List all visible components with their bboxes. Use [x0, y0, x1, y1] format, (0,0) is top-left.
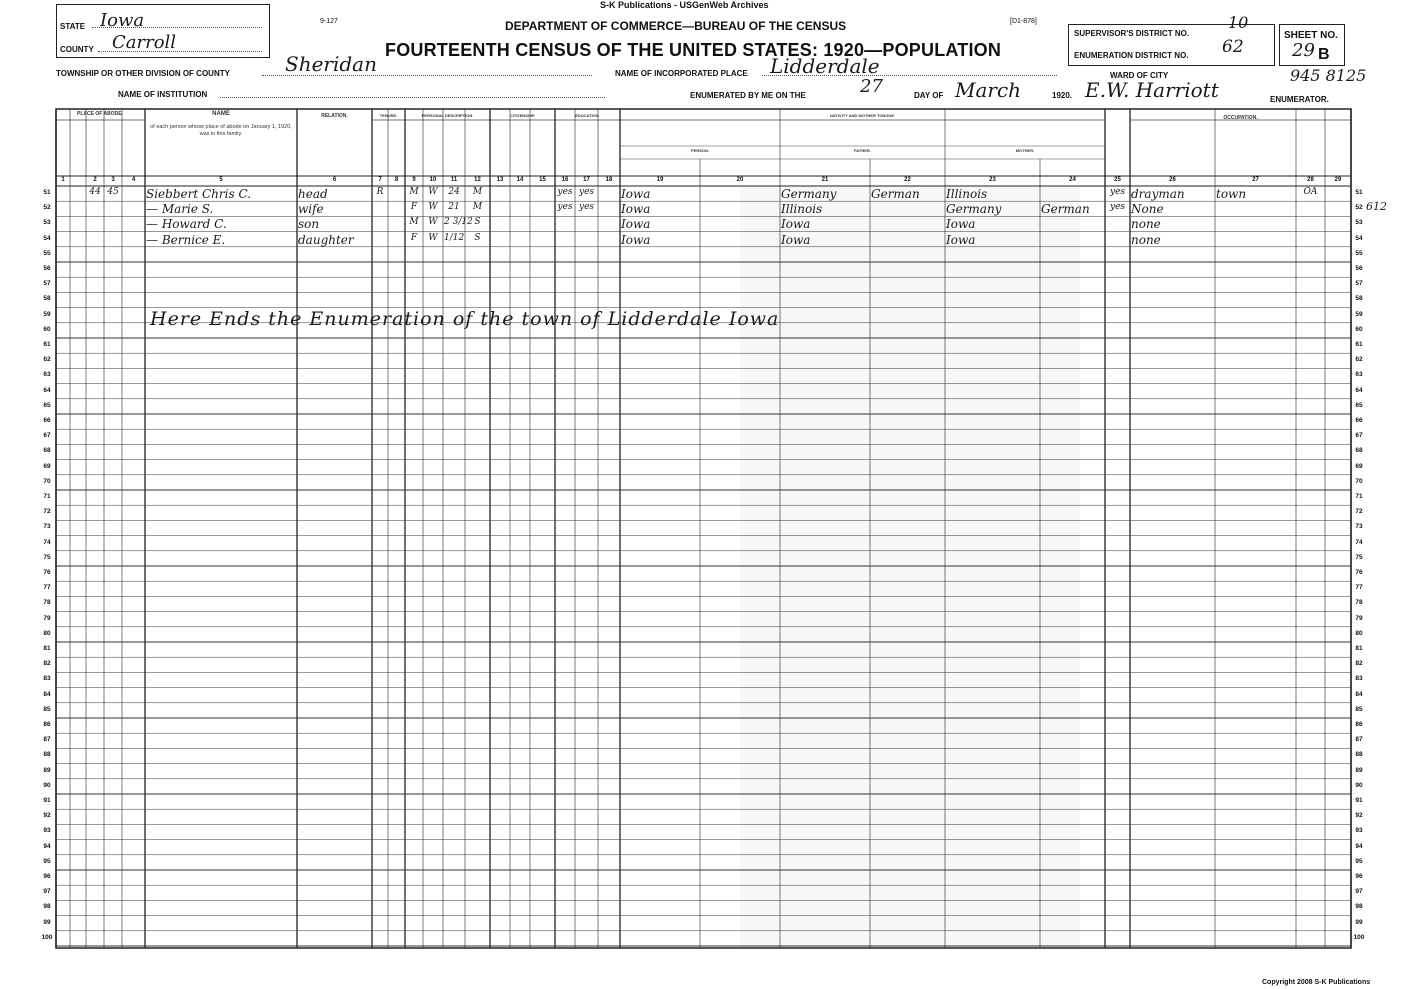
state-value: Iowa: [100, 10, 145, 31]
line-number-left: 84: [43, 690, 51, 698]
heading-education: EDUCATION.: [575, 113, 600, 118]
line-number-left: 56: [43, 265, 51, 272]
line-number-left: 89: [43, 766, 51, 774]
line-number-left: 66: [43, 417, 51, 424]
race-value: W: [428, 187, 438, 197]
tenure-value: R: [376, 187, 384, 197]
sex-value: F: [410, 202, 418, 213]
line-number-left: 63: [43, 371, 51, 379]
father-tongue: [871, 217, 944, 232]
write-value: [576, 233, 597, 248]
line-number-left: 67: [43, 432, 51, 440]
occupation-value: None: [1131, 202, 1164, 217]
township-label: TOWNSHIP OR OTHER DIVISION OF COUNTY: [56, 69, 230, 78]
line-number-right: 67: [1355, 432, 1363, 440]
dwelling-number: [87, 202, 103, 217]
line-number-left: 70: [43, 477, 51, 485]
line-number-right: 88: [1355, 751, 1363, 759]
line-number-left: 68: [43, 447, 51, 455]
father-tongue: [871, 233, 944, 248]
relation-value: daughter: [298, 232, 354, 247]
line-number-right: 60: [1355, 325, 1363, 333]
line-number-right: 71: [1355, 493, 1363, 500]
race-value: W: [428, 232, 438, 243]
column-number: 1: [61, 177, 65, 183]
line-number-right: 87: [1355, 736, 1363, 744]
column-number: 8: [394, 177, 399, 183]
column-number: 27: [1252, 177, 1259, 183]
line-number-right: 85: [1355, 705, 1363, 713]
publisher-banner: S-K Publications - USGenWeb Archives: [600, 0, 769, 10]
enumerated-day: 27: [860, 76, 883, 97]
marital-status: M: [472, 202, 483, 213]
heading-relation: RELATION.: [321, 113, 348, 119]
end-of-enumeration-note: Here Ends the Enumeration of the town of Lidderdale Iowa: [150, 308, 780, 330]
column-number: 29: [1334, 177, 1342, 183]
heading-personal: PERSONAL DESCRIPTION.: [421, 113, 474, 118]
line-number-left: 99: [43, 918, 51, 926]
column-number: 3: [111, 177, 115, 183]
ed-label: ENUMERATION DISTRICT NO.: [1074, 51, 1189, 60]
marital-status: S: [474, 232, 481, 243]
line-number-right: 73: [1355, 523, 1363, 531]
family-number: [105, 233, 121, 248]
line-number-right: 66: [1355, 417, 1363, 424]
ward-label: WARD OF CITY: [1110, 71, 1169, 80]
institution-label: NAME OF INSTITUTION: [118, 90, 208, 99]
industry-value: [1216, 217, 1295, 232]
line-number-right: 91: [1355, 797, 1363, 804]
line-number-left: 64: [43, 386, 51, 394]
line-number-left: 97: [43, 888, 51, 896]
column-number: 28: [1307, 177, 1314, 183]
line-number-right: 61: [1355, 341, 1363, 348]
line-number-right: 97: [1355, 888, 1363, 896]
age-value: 24: [448, 187, 460, 197]
father-birthplace: Germany: [781, 187, 837, 201]
employment-class: [1297, 202, 1324, 217]
line-number-left: 90: [43, 781, 51, 789]
sex-value: F: [410, 232, 418, 243]
dwelling-number: 44: [89, 187, 101, 197]
line-number-left: 91: [43, 797, 51, 804]
line-number-left: 86: [43, 721, 51, 728]
line-number-left: 53: [43, 219, 51, 227]
column-number: 26: [1169, 177, 1176, 183]
line-number-left: 72: [43, 508, 51, 516]
father-birthplace: Illinois: [781, 202, 823, 217]
corner-numbers: 945 8125: [1290, 66, 1367, 85]
line-number-right: 68: [1355, 447, 1363, 455]
employment-class: [1297, 233, 1324, 248]
mother-tongue: [1041, 187, 1104, 202]
line-number-right: 89: [1355, 766, 1363, 774]
line-number-right: 90: [1355, 781, 1363, 789]
line-number-left: 79: [43, 614, 51, 622]
marital-status: S: [474, 217, 481, 228]
column-number: 9: [412, 177, 416, 183]
heading-nativity: NATIVITY AND MOTHER TONGUE.: [829, 113, 896, 118]
column-number: 17: [583, 177, 590, 183]
line-number-right: 92: [1355, 812, 1363, 820]
line-number-left: 100: [41, 933, 53, 941]
read-value: [556, 233, 574, 248]
write-value: yes: [578, 187, 595, 197]
line-number-right: 98: [1355, 903, 1363, 911]
column-number: 25: [1114, 177, 1121, 183]
supervisor-value: 10: [1228, 13, 1249, 32]
birthplace-value: Iowa: [621, 217, 651, 232]
line-number-left: 98: [43, 903, 51, 911]
department-heading: DEPARTMENT OF COMMERCE—BUREAU OF THE CENSUS: [505, 19, 847, 33]
father-birthplace: Iowa: [781, 232, 811, 247]
read-value: [556, 217, 574, 232]
column-number: 22: [904, 177, 911, 183]
column-number: 12: [474, 177, 481, 183]
line-number-left: 55: [43, 249, 51, 257]
father-tongue: German: [871, 187, 920, 201]
line-number-left: 80: [43, 629, 51, 637]
line-number-left: 52: [43, 204, 51, 212]
year-label: 1920.: [1052, 91, 1073, 100]
state-label: STATE: [60, 22, 86, 31]
line-number-right: 75: [1355, 553, 1363, 561]
father-birthplace: Iowa: [781, 217, 811, 232]
line-number-left: 92: [43, 812, 51, 820]
line-number-left: 54: [43, 234, 51, 242]
line-number-left: 71: [43, 493, 51, 500]
heading-mother: MOTHER.: [1015, 148, 1035, 153]
heading-person: PERSON.: [690, 148, 709, 153]
family-number: [105, 202, 121, 217]
place-value: Lidderdale: [770, 54, 880, 78]
line-number-left: 95: [43, 857, 51, 865]
month-value: March: [955, 78, 1022, 102]
ed-value: 62: [1222, 37, 1244, 57]
line-number-left: 61: [43, 341, 51, 348]
age-value: 21: [448, 202, 460, 213]
line-number-left: 75: [43, 553, 51, 561]
line-number-right: 59: [1355, 310, 1363, 318]
column-number: 13: [496, 177, 504, 183]
father-tongue: [871, 202, 944, 217]
line-number-left: 57: [43, 280, 51, 288]
column-number: 4: [131, 177, 136, 183]
supervisor-label: SUPERVISOR'S DISTRICT NO.: [1074, 29, 1190, 38]
line-number-left: 74: [43, 538, 51, 546]
column-number: 15: [539, 177, 546, 183]
sheet-value: 29: [1292, 40, 1315, 61]
line-number-right: 74: [1355, 538, 1363, 546]
english-speaking: yes: [1109, 202, 1126, 213]
line-number-right: 70: [1355, 477, 1363, 485]
english-speaking: [1106, 233, 1129, 248]
column-number: 16: [561, 177, 569, 183]
birthplace-value: Iowa: [621, 202, 651, 217]
mother-birthplace: Illinois: [946, 187, 988, 201]
enumerator-label: ENUMERATOR.: [1270, 95, 1329, 104]
industry-value: [1216, 202, 1295, 217]
occupation-value: drayman: [1131, 187, 1185, 201]
birthplace-value: Iowa: [621, 187, 651, 201]
line-number-right: 84: [1355, 690, 1363, 698]
line-number-right: 53: [1355, 219, 1363, 227]
heading-citizenship: CITIZENSHIP.: [509, 113, 536, 118]
tenure-value: [373, 233, 387, 248]
page-title: FOURTEENTH CENSUS OF THE UNITED STATES: 1920—POPULATION: [385, 40, 1002, 60]
county-value: Carroll: [112, 32, 177, 53]
industry-value: [1216, 233, 1295, 248]
line-number-right: 58: [1355, 295, 1363, 303]
form-number: 9-127: [320, 18, 338, 25]
heading-occupation: OCCUPATION.: [1223, 115, 1258, 121]
dwelling-number: [87, 233, 103, 248]
family-number: 45: [107, 187, 119, 197]
column-number: 11: [450, 177, 458, 183]
line-number-right: 99: [1355, 918, 1363, 926]
line-number-left: 85: [43, 705, 51, 713]
person-name: — Bernice E.: [146, 232, 226, 247]
family-number: [105, 217, 121, 232]
line-number-right: 51: [1355, 189, 1363, 196]
sheet-letter: B: [1318, 46, 1330, 63]
line-number-left: 59: [43, 310, 51, 318]
mother-birthplace: Iowa: [946, 232, 976, 247]
line-number-right: 65: [1355, 401, 1363, 409]
line-number-left: 87: [43, 736, 51, 744]
line-number-left: 60: [43, 325, 51, 333]
line-number-right: 79: [1355, 614, 1363, 622]
township-value: Sheridan: [285, 52, 377, 76]
heading-tenure: TENURE.: [379, 113, 398, 118]
read-value: yes: [557, 187, 573, 197]
line-number-right: 55: [1355, 249, 1363, 257]
line-number-right: 86: [1355, 721, 1363, 728]
column-number: 10: [429, 177, 437, 183]
column-number: 19: [656, 177, 664, 183]
person-name: — Howard C.: [146, 217, 227, 232]
line-number-right: 96: [1355, 873, 1363, 880]
line-number-right: 94: [1355, 842, 1363, 850]
relation-value: wife: [298, 202, 324, 217]
tenure-value: [373, 202, 387, 217]
line-number-left: 58: [43, 295, 51, 303]
line-number-right: 83: [1355, 675, 1363, 683]
line-number-left: 94: [43, 842, 51, 850]
sheet-label: SHEET NO.: [1284, 30, 1338, 41]
column-number: 20: [736, 177, 744, 183]
race-value: W: [428, 217, 438, 228]
column-number: 2: [93, 177, 97, 183]
line-number-right: 63: [1355, 371, 1363, 379]
column-number: 5: [219, 177, 223, 183]
occupation-value: none: [1131, 217, 1161, 232]
enumerator-signature: E.W. Harriott: [1085, 78, 1219, 102]
relation-value: head: [298, 187, 328, 201]
line-number-left: 65: [43, 401, 51, 409]
employment-class: OA: [1303, 187, 1318, 197]
dwelling-number: [87, 217, 103, 232]
column-number: 23: [989, 177, 996, 183]
line-number-right: 95: [1355, 857, 1363, 865]
line-number-left: 88: [43, 751, 51, 759]
mother-birthplace: Iowa: [946, 217, 976, 232]
line-number-right: 64: [1355, 386, 1363, 394]
sex-value: M: [409, 187, 419, 197]
line-number-right: 56: [1355, 265, 1363, 272]
write-value: yes: [578, 202, 595, 213]
line-number-left: 69: [43, 462, 51, 470]
relation-value: son: [298, 217, 320, 232]
tenure-value: [373, 217, 387, 232]
read-value: yes: [557, 202, 573, 213]
margin-note: 612: [1366, 200, 1387, 213]
occupation-value: none: [1131, 232, 1161, 247]
english-speaking: [1106, 217, 1129, 232]
mother-tongue: German: [1041, 202, 1090, 217]
line-number-left: 76: [43, 569, 51, 576]
line-number-left: 81: [43, 645, 51, 652]
line-number-right: 54: [1355, 234, 1363, 242]
marital-status: M: [472, 187, 483, 197]
heading-place-of-abode: PLACE OF ABODE.: [77, 111, 123, 117]
age-value: 2 3/12: [444, 217, 473, 228]
column-number: 18: [605, 177, 613, 183]
age-value: 1/12: [444, 232, 465, 243]
line-number-right: 76: [1355, 569, 1363, 576]
line-number-right: 78: [1355, 599, 1363, 607]
county-label: COUNTY: [60, 45, 94, 54]
line-number-right: 72: [1355, 508, 1363, 516]
english-speaking: yes: [1109, 187, 1126, 197]
line-number-left: 93: [43, 827, 51, 835]
place-label: NAME OF INCORPORATED PLACE: [615, 69, 748, 78]
heading-name-desc: of each person whose place of abode on January 1, 1920, was in this family.: [150, 124, 292, 137]
line-number-right: 69: [1355, 462, 1363, 470]
line-number-left: 77: [43, 584, 51, 592]
person-name: Siebbert Chris C.: [146, 187, 252, 201]
line-number-left: 73: [43, 523, 51, 531]
mother-tongue: [1041, 217, 1104, 232]
industry-value: town: [1216, 187, 1247, 201]
heading-father: FATHER.: [854, 148, 871, 153]
copyright-notice: Copyright 2008 S-K Publications: [1262, 979, 1371, 986]
institution-line: [220, 96, 605, 98]
line-number-right: 93: [1355, 827, 1363, 835]
sex-value: M: [409, 217, 419, 228]
mother-birthplace: Germany: [946, 202, 1002, 217]
line-number-right: 80: [1355, 629, 1363, 637]
mother-tongue: [1041, 233, 1104, 248]
write-value: [576, 217, 597, 232]
column-number: 14: [516, 177, 524, 183]
employment-class: [1297, 217, 1324, 232]
line-number-left: 83: [43, 675, 51, 683]
day-of-label: DAY OF: [914, 91, 944, 100]
race-value: W: [428, 202, 438, 213]
line-number-left: 51: [43, 189, 51, 196]
heading-name: NAME: [212, 111, 230, 117]
line-number-right: 100: [1353, 933, 1365, 941]
line-number-right: 77: [1355, 584, 1363, 592]
column-number: 7: [378, 177, 382, 183]
line-number-right: 81: [1355, 645, 1363, 652]
line-number-right: 52: [1355, 204, 1363, 212]
line-number-left: 62: [43, 356, 51, 364]
enumerated-label: ENUMERATED BY ME ON THE: [690, 91, 806, 100]
column-number: 24: [1069, 177, 1076, 183]
birthplace-value: Iowa: [621, 232, 651, 247]
line-number-left: 82: [43, 660, 51, 668]
line-number-right: 82: [1355, 660, 1363, 668]
line-number-left: 96: [43, 873, 51, 880]
column-number: 21: [821, 177, 829, 183]
line-number-left: 78: [43, 599, 51, 607]
line-number-right: 57: [1355, 280, 1363, 288]
person-name: — Marie S.: [146, 202, 214, 217]
line-number-right: 62: [1355, 356, 1363, 364]
column-number: 6: [332, 177, 337, 183]
form-code: [D1-878]: [1010, 18, 1037, 25]
